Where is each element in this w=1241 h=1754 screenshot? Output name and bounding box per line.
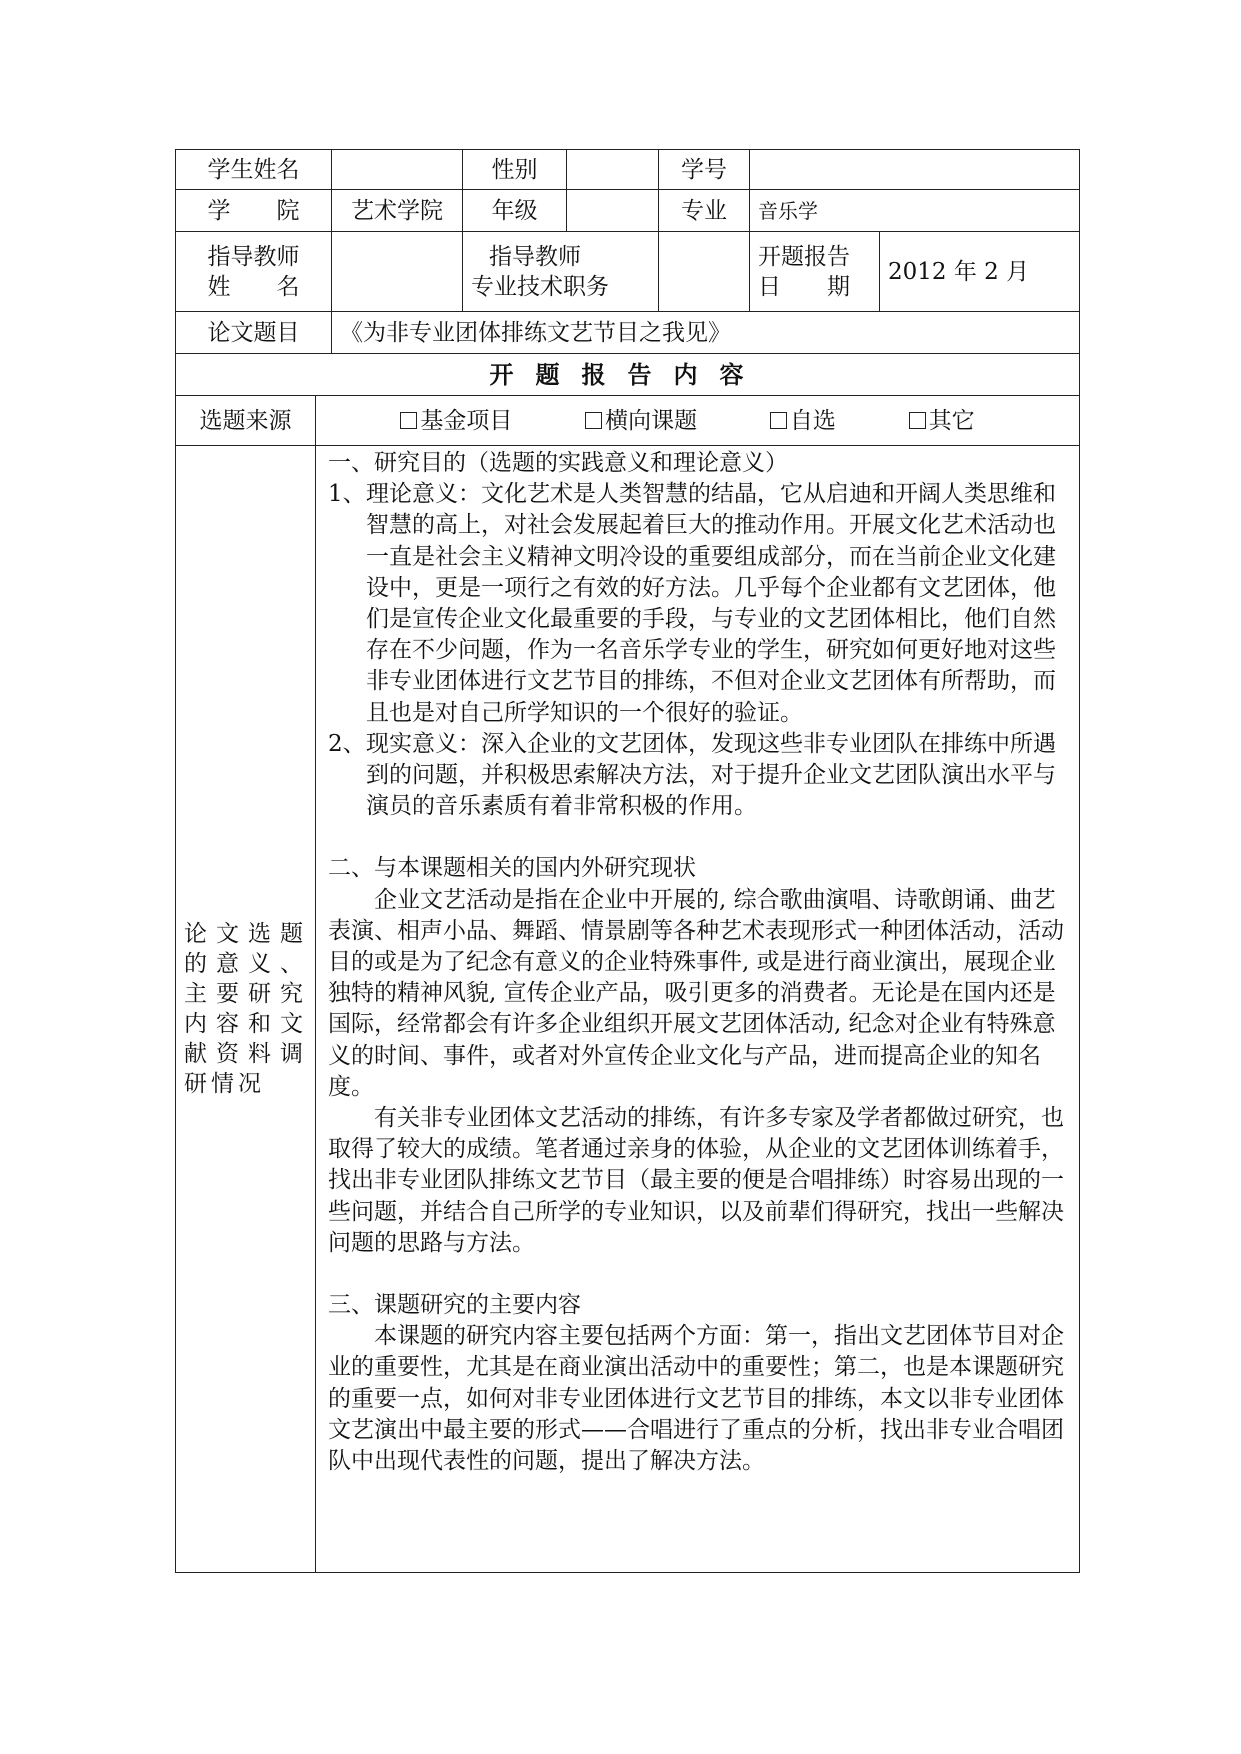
topic-source-option-other[interactable] bbox=[909, 406, 975, 436]
college-label: 学 院 bbox=[176, 190, 332, 232]
row-banner bbox=[176, 354, 1080, 396]
major-label: 专业 bbox=[659, 190, 750, 232]
checkbox-icon[interactable] bbox=[909, 412, 926, 429]
section2-heading: 二、与本课题相关的国内外研究现状 bbox=[328, 855, 696, 882]
advisor-title-label-line1: 指导教师 bbox=[489, 243, 581, 270]
section3-heading: 三、课题研究的主要内容 bbox=[328, 1292, 581, 1319]
option-label: 自选 bbox=[789, 407, 836, 434]
item2-text: 现实意义：深入企业的文艺团体，发现这些非专业团队在排练中所遇到的问题，并积极思索解决方法，对于提升企业文艺团队演出水平与演员的音乐素质有着非常积极的作用。 bbox=[366, 730, 1056, 820]
advisor-name-field[interactable] bbox=[332, 232, 463, 312]
student-name-label: 学生姓名 bbox=[176, 150, 332, 190]
checkbox-icon[interactable] bbox=[400, 412, 417, 429]
advisor-title-label bbox=[463, 232, 659, 312]
report-date-label-line1: 开题报告 bbox=[758, 243, 850, 270]
advisor-name-label-line1: 指导教师 bbox=[207, 243, 300, 270]
grade-label: 年级 bbox=[463, 190, 567, 232]
checkbox-icon[interactable] bbox=[770, 412, 787, 429]
advisor-title-field[interactable] bbox=[659, 232, 750, 312]
row-student-info bbox=[176, 150, 1080, 190]
student-id-label: 学号 bbox=[659, 150, 750, 190]
topic-source-label: 选题来源 bbox=[176, 396, 316, 446]
item1 bbox=[328, 479, 1069, 729]
item2-number: 2、 bbox=[328, 730, 366, 757]
report-date-field[interactable]: 2012 年 2 月 bbox=[880, 232, 1080, 312]
item2 bbox=[328, 729, 1069, 823]
section1-heading: 一、研究目的（选题的实践意义和理论意义） bbox=[328, 450, 788, 476]
row-college-info bbox=[176, 190, 1080, 232]
student-id-field[interactable] bbox=[750, 150, 1080, 190]
content-body[interactable] bbox=[316, 446, 1080, 1573]
topic-source-options bbox=[316, 396, 1080, 446]
section-banner: 开题报告内容 bbox=[176, 354, 1080, 396]
row-thesis-title bbox=[176, 312, 1080, 354]
gender-field[interactable] bbox=[567, 150, 659, 190]
gender-label: 性别 bbox=[463, 150, 567, 190]
topic-source-option-horizontal[interactable] bbox=[585, 406, 697, 436]
option-label: 其它 bbox=[928, 407, 975, 434]
content-side-label-text: 论文选题的意义、主要研究内容和文献资料调研情况 bbox=[184, 921, 307, 1097]
report-date-label-line2: 日 期 bbox=[758, 273, 850, 300]
advisor-title-label-line2: 专业技术职务 bbox=[471, 273, 609, 300]
section2-paragraph1: 企业文艺活动是指在企业中开展的, 综合歌曲演唱、诗歌朗诵、曲艺表演、相声小品、舞蹈、情景剧等各种艺术表现形式一种团体活动，活动目的或是为了纪念有意义的企业特殊事件, 或是进行商业演出，展现企业独特的精神风貌, 宣传企业产品，吸引更多的消费者。无论是在国内还是国际，经常都会有许多企业组织开展文艺团体活动, 纪念对企业有特殊意义的时间、事件，或者对外宣传企业文化与产品，进而提高企业的知名度。 bbox=[328, 886, 1064, 1100]
row-topic-source bbox=[176, 396, 1080, 446]
section2-paragraph2: 有关非专业团体文艺活动的排练，有许多专家及学者都做过研究，也取得了较大的成绩。笔者通过亲身的体验，从企业的文艺团体训练着手，找出非专业团队排练文艺节目（最主要的便是合唱排练）时容易出现的一些问题，并结合自己所学的专业知识，以及前辈们得研究，找出一些解决问题的思路与方法。 bbox=[328, 1105, 1064, 1256]
topic-source-option-self[interactable] bbox=[770, 406, 836, 436]
row-content bbox=[176, 446, 1080, 1573]
thesis-title-label: 论文题目 bbox=[176, 312, 332, 354]
checkbox-icon[interactable] bbox=[585, 412, 602, 429]
college-field[interactable]: 艺术学院 bbox=[332, 190, 463, 232]
report-date-label bbox=[750, 232, 880, 312]
grade-field[interactable] bbox=[567, 190, 659, 232]
proposal-form bbox=[175, 149, 1080, 1573]
student-name-field[interactable] bbox=[332, 150, 463, 190]
major-field[interactable]: 音乐学 bbox=[750, 190, 1080, 232]
option-label: 横向课题 bbox=[605, 407, 698, 434]
option-label: 基金项目 bbox=[420, 407, 513, 434]
row-advisor-info bbox=[176, 232, 1080, 312]
advisor-name-label bbox=[176, 232, 332, 312]
content-side-label bbox=[176, 446, 316, 1573]
thesis-title-field[interactable]: 《为非专业团体排练文艺节目之我见》 bbox=[332, 312, 1080, 354]
item1-text: 理论意义：文化艺术是人类智慧的结晶，它从启迪和开阔人类思维和智慧的高上，对社会发展起着巨大的推动作用。开展文化艺术活动也一直是社会主义精神文明冷设的重要组成部分，而在当前企业文化建设中，更是一项行之有效的好方法。几乎每个企业都有文艺团体，他们是宣传企业文化最重要的手段，与专业的文艺团体相比，他们自然存在不少问题，作为一名音乐学专业的学生，研究如何更好地对这些非专业团体进行文艺节目的排练，不但对企业文艺团体有所帮助，而且也是对自己所学知识的一个很好的验证。 bbox=[366, 481, 1056, 726]
item1-number: 1、 bbox=[328, 481, 366, 508]
topic-source-option-fund[interactable] bbox=[400, 406, 512, 436]
section3-paragraph1: 本课题的研究内容主要包括两个方面：第一，指出文艺团体节目对企业的重要性，尤其是在商业演出活动中的重要性；第二，也是本课题研究的重要一点，如何对非专业团体进行文艺节目的排练，本文以非专业团体文艺演出中最主要的形式——合唱进行了重点的分析，找出非专业合唱团队中出现代表性的问题，提出了解决方法。 bbox=[328, 1323, 1064, 1475]
advisor-name-label-line2: 姓 名 bbox=[207, 273, 300, 300]
